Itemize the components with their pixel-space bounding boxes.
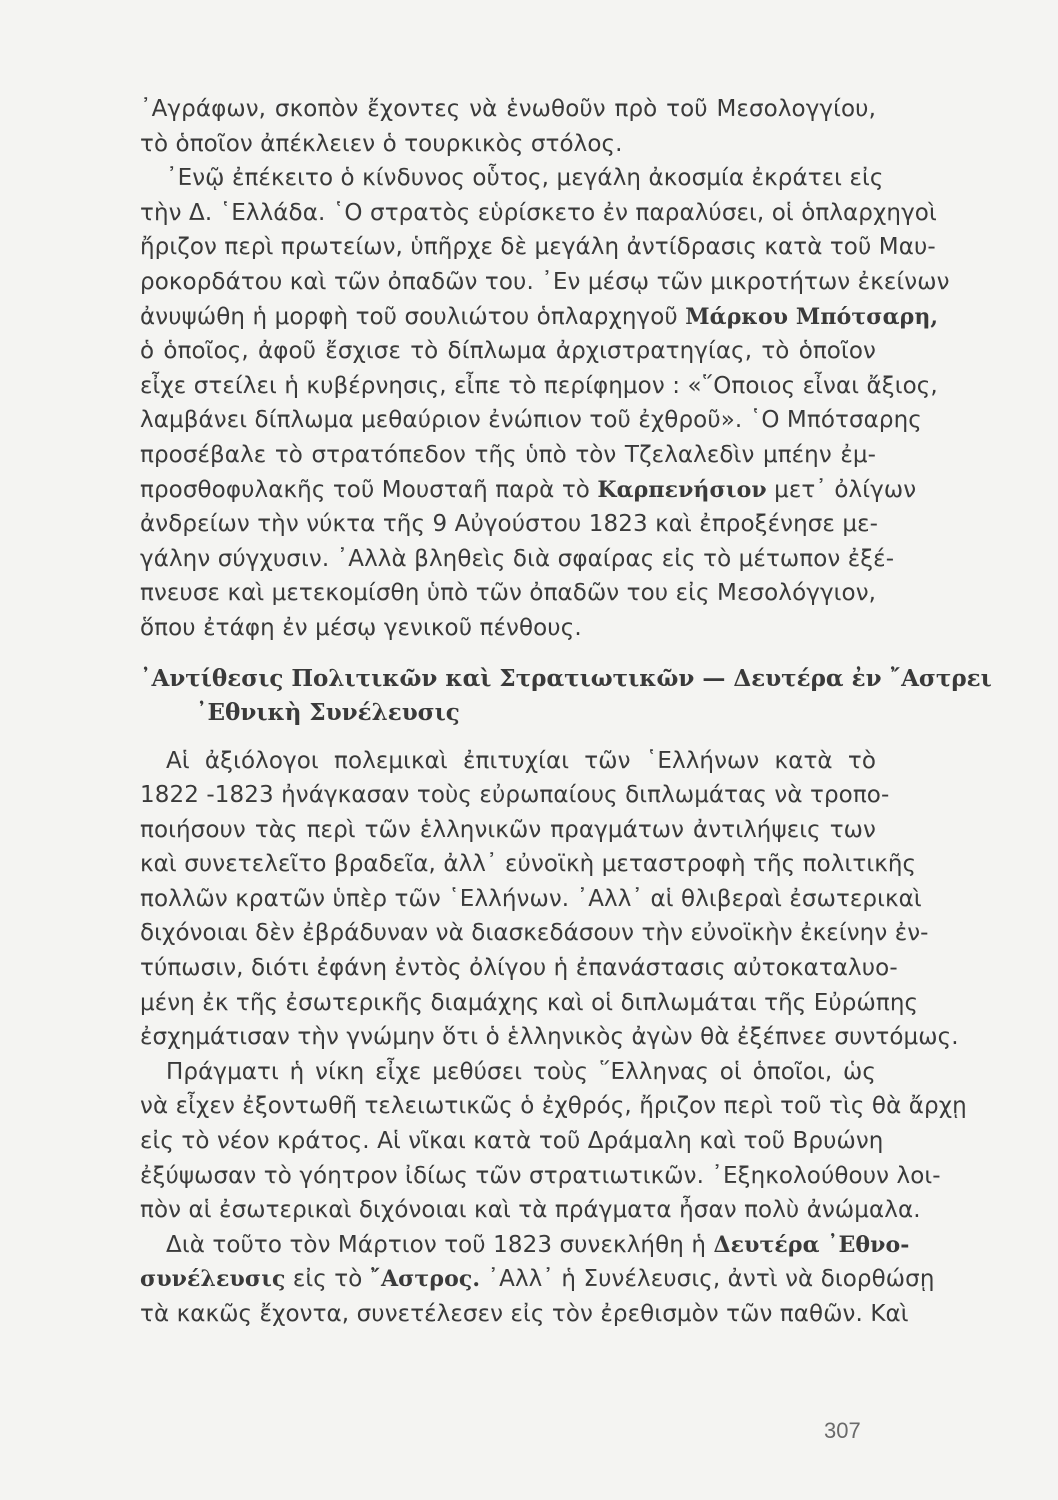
text-line: γάλην σύγχυσιν. ᾿Αλλὰ βληθεὶς διὰ σφαίρας εἰς τὸ μέτωπον ἐξέ- xyxy=(140,545,895,572)
text-run: προσθοφυλακῆς τοῦ Μουσταῆ παρὰ τὸ xyxy=(140,476,590,503)
person-name: Μάρκου Μπότσαρη, xyxy=(685,303,939,330)
text-run: εἰς τὸ xyxy=(292,1266,363,1293)
text-line: ροκορδάτου καὶ τῶν ὀπαδῶν του. ᾿Εν μέσῳ τῶν μικροτήτων ἐκείνων xyxy=(140,268,950,295)
text-line: τὸ ὁποῖον ἀπέκλειεν ὁ τουρκικὸς στόλος. xyxy=(140,130,623,157)
section-heading: ᾿Αντίθεσις Πολιτικῶν καὶ Στρατιωτικῶν — Δευτέρα ἐν ῎Αστρει xyxy=(140,664,992,692)
text-line: πνευσε καὶ μετεκομίσθη ὑπὸ τῶν ὀπαδῶν του εἰς Μεσολόγγιον, xyxy=(140,580,877,607)
text-line xyxy=(140,1262,935,1297)
text-line: ᾿Ενῷ ἐπέκειτο ὁ κίνδυνος οὗτος, μεγάλη ἀκοσμία ἐκράτει εἰς xyxy=(166,165,884,192)
text-line: Πράγματι ἡ νίκη εἶχε μεθύσει τοὺς ῞Ελληνας οἱ ὁποῖοι, ὡς xyxy=(166,1058,876,1085)
text-line xyxy=(140,473,917,508)
text-line: λαμβάνει δίπλωμα μεθαύριον ἐνώπιον τοῦ ἐχθροῦ». ῾Ο Μπότσαρης xyxy=(140,407,922,434)
body-text xyxy=(140,92,992,1332)
text-line: πὸν αἱ ἐσωτερικαὶ διχόνοιαι καὶ τὰ πράγματα ἦσαν πολὺ ἀνώμαλα. xyxy=(140,1197,921,1224)
text-line: τύπωσιν, διότι ἐφάνη ἐντὸς ὀλίγου ἡ ἐπανάστασις αὐτοκαταλυο- xyxy=(140,955,898,982)
text-run: Διὰ τοῦτο τὸν Μάρτιον τοῦ 1823 συνεκλήθη ἡ xyxy=(166,1231,707,1258)
text-line xyxy=(140,1228,910,1263)
place-name: Καρπενήσιον xyxy=(597,476,767,503)
text-run: ἀνυψώθη ἡ μορφὴ τοῦ σουλιώτου ὁπλαρχηγοῦ xyxy=(140,303,678,330)
text-line: ὅπου ἐτάφη ἐν μέσῳ γενικοῦ πένθους. xyxy=(140,614,582,641)
text-run: μετ᾿ ὀλίγων xyxy=(774,476,917,503)
text-line: ἐσχημάτισαν τὴν γνώμην ὅτι ὁ ἑλληνικὸς ἀγὼν θὰ ἐξέπνεε συντόμως. xyxy=(140,1024,959,1051)
page-number: 307 xyxy=(824,1418,861,1443)
text-line: καὶ συνετελεῖτο βραδεῖα, ἀλλ᾿ εὐνοϊκὴ μεταστροφὴ τῆς πολιτικῆς xyxy=(140,851,917,878)
text-line: διχόνοιαι δὲν ἐβράδυναν νὰ διασκεδάσουν τὴν εὐνοϊκὴν ἐκείνην ἐν- xyxy=(140,920,929,947)
text-line: πολλῶν κρατῶν ὑπὲρ τῶν ῾Ελλήνων. ᾿Αλλ᾿ αἱ θλιβεραὶ ἐσωτερικαὶ xyxy=(140,885,922,912)
text-line: ἀνδρείων τὴν νύκτα τῆς 9 Αὐγούστου 1823 καὶ ἐπροξένησε με- xyxy=(140,511,879,538)
text-line: ᾿Αγράφων, σκοπὸν ἔχοντες νὰ ἑνωθοῦν πρὸ τοῦ Μεσολογγίου, xyxy=(140,96,876,122)
text-line: ποιήσουν τὰς περὶ τῶν ἑλληνικῶν πραγμάτων ἀντιλήψεις των xyxy=(140,816,876,843)
text-line xyxy=(140,300,939,335)
assembly-name-cont: συνέλευσις xyxy=(140,1266,286,1293)
text-line: προσέβαλε τὸ στρατόπεδον τῆς ὑπὸ τὸν Τζελαλεδὶν μπέην ἐμ- xyxy=(140,441,876,468)
text-run: ᾿Αλλ᾿ ἡ Συνέλευσις, ἀντὶ νὰ διορθώσῃ xyxy=(487,1266,935,1293)
text-line: μένη ἐκ τῆς ἐσωτερικῆς διαμάχης καὶ οἱ διπλωμάται τῆς Εὐρώπης xyxy=(140,989,919,1016)
text-line: τὴν Δ. ῾Ελλάδα. ῾Ο στρατὸς εὑρίσκετο ἐν παραλύσει, οἱ ὁπλαρχηγοὶ xyxy=(140,199,937,226)
text-line: ἤριζον περὶ πρωτείων, ὑπῆρχε δὲ μεγάλη ἀντίδρασις κατὰ τοῦ Μαυ- xyxy=(140,234,936,261)
place-name: ῎Αστρος. xyxy=(369,1266,481,1293)
text-line: ὁ ὁποῖος, ἀφοῦ ἔσχισε τὸ δίπλωμα ἀρχιστρατηγίας, τὸ ὁποῖον xyxy=(140,338,876,365)
text-line: 1822 -1823 ἠνάγκασαν τοὺς εὐρωπαίους διπλωμάτας νὰ τροπο- xyxy=(140,782,890,809)
text-line: νὰ εἶχεν ἐξοντωθῆ τελειωτικῶς ὁ ἐχθρός, ἤριζον περὶ τοῦ τὶς θὰ ἄρχῃ xyxy=(140,1093,967,1120)
text-line: εἶχε στείλει ἡ κυβέρνησις, εἶπε τὸ περίφημον : «῞Οποιος εἶναι ἄξιος, xyxy=(140,372,938,399)
text-line: Αἱ ἀξιόλογοι πολεμικαὶ ἐπιτυχίαι τῶν ῾Ελλήνων κατὰ τὸ xyxy=(166,747,876,774)
assembly-name: Δευτέρα ᾿Εθνο- xyxy=(713,1231,910,1258)
text-line: τὰ κακῶς ἔχοντα, συνετέλεσεν εἰς τὸν ἐρεθισμὸν τῶν παθῶν. Καὶ xyxy=(140,1301,909,1327)
text-line: εἰς τὸ νέον κράτος. Αἱ νῖκαι κατὰ τοῦ Δράμαλη καὶ τοῦ Βρυώνη xyxy=(140,1128,884,1155)
text-line: ἐξύψωσαν τὸ γόητρον ἰδίως τῶν στρατιωτικῶν. ᾿Εξηκολούθουν λοι- xyxy=(140,1162,941,1189)
section-heading-line2: ᾿Εθνικὴ Συνέλευσις xyxy=(196,698,460,726)
